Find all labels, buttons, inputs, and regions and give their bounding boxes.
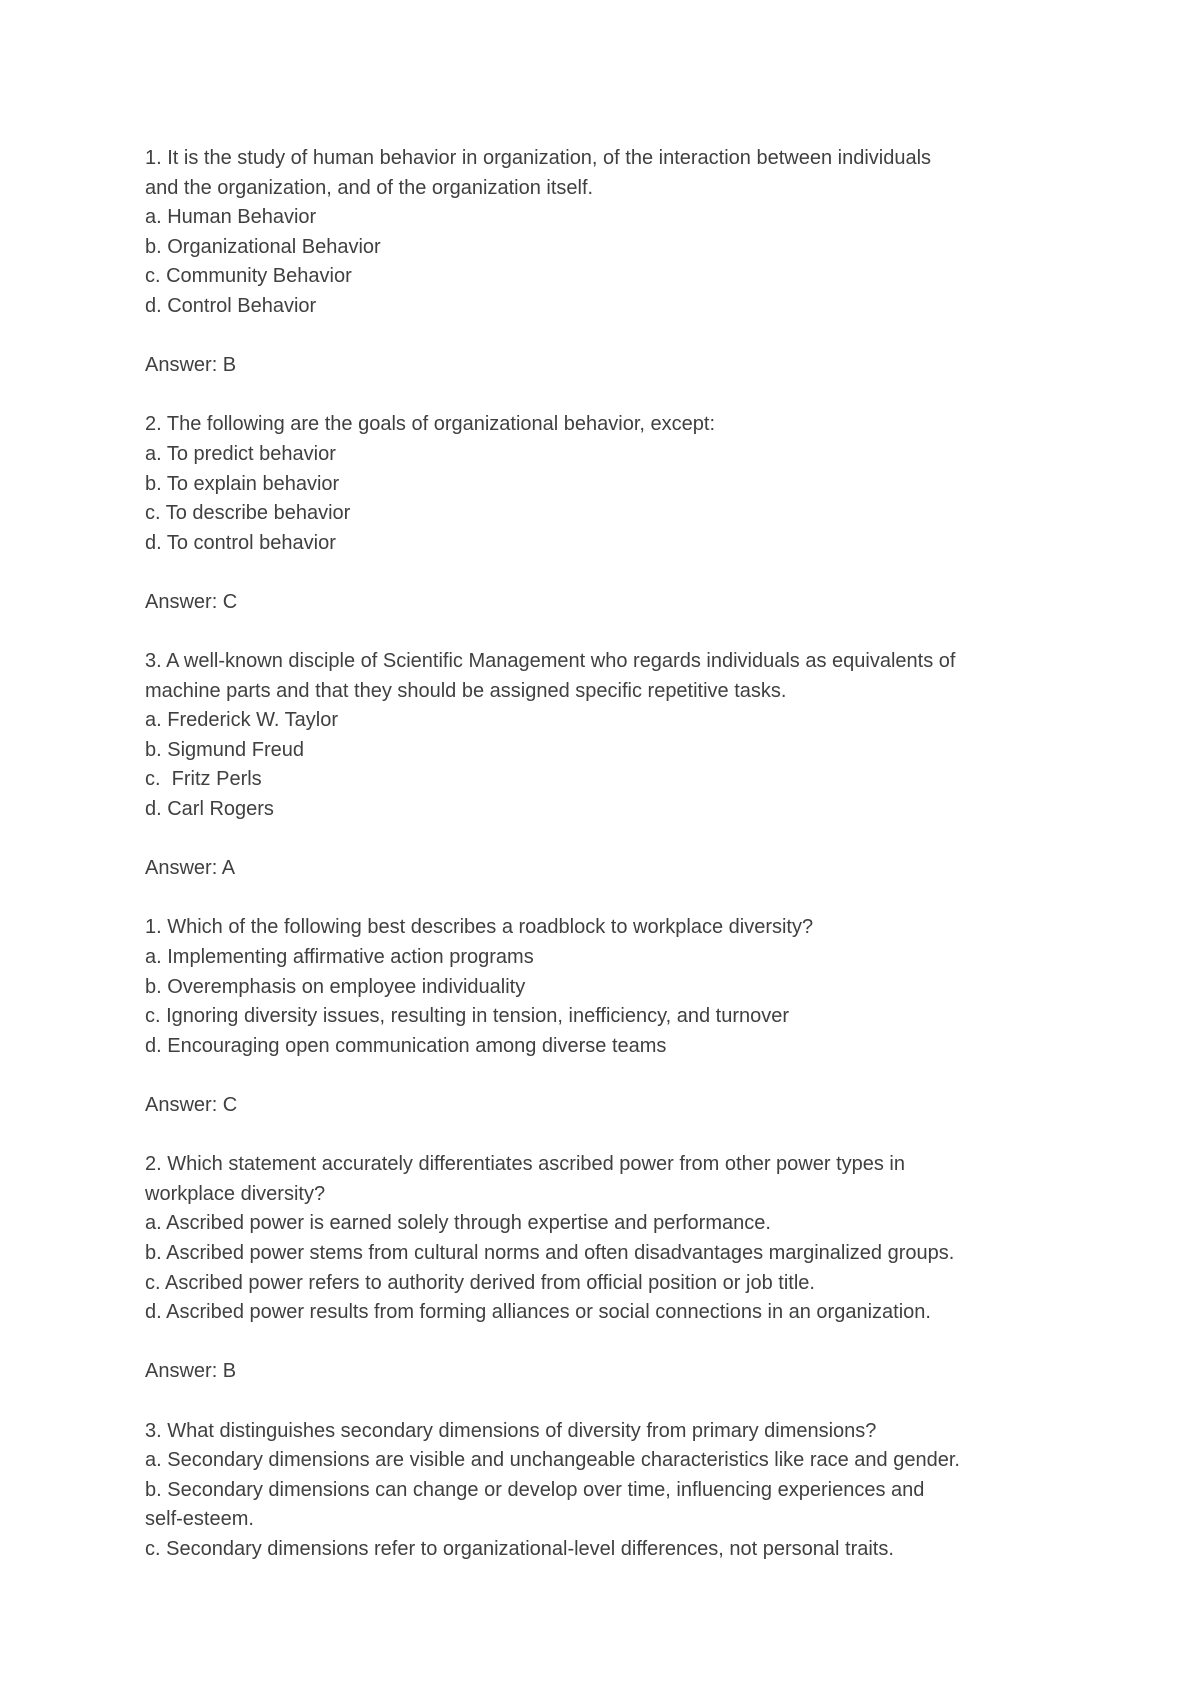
question-text: 3. What distinguishes secondary dimensions of diversity from primary dimensions?: [145, 1419, 877, 1442]
answer-option: a. Implementing affirmative action programs: [145, 946, 534, 969]
answer-option: d. To control behavior: [145, 531, 336, 554]
answer-option: b. Organizational Behavior: [145, 235, 381, 258]
answer-option: d. Control Behavior: [145, 294, 317, 317]
answer-option: c. Ascribed power refers to authority derived from official position or job title.: [145, 1271, 815, 1294]
question-block: [145, 647, 1085, 825]
document-page: [145, 144, 1085, 1594]
answer-key: [145, 351, 1085, 381]
answer-text: Answer: B: [145, 354, 237, 377]
question-block: [145, 144, 1085, 322]
answer-text: Answer: B: [145, 1360, 237, 1383]
answer-key: [145, 1091, 1085, 1121]
answer-option: c. Fritz Perls: [145, 768, 262, 791]
question-block: [145, 1150, 1085, 1328]
question-text: workplace diversity?: [145, 1182, 326, 1205]
answer-option: a. Human Behavior: [145, 206, 317, 229]
answer-option: c. Ignoring diversity issues, resulting in tension, inefficiency, and turnover: [145, 1005, 790, 1028]
answer-key: [145, 588, 1085, 618]
answer-option: b. Ascribed power stems from cultural norms and often disadvantages marginalized groups.: [145, 1241, 955, 1264]
question-block: [145, 1417, 1085, 1565]
answer-key: [145, 854, 1085, 884]
question-text: 3. A well-known disciple of Scientific Management who regards individuals as equivalents of: [145, 650, 956, 673]
question-text: 1. Which of the following best describes a roadblock to workplace diversity?: [145, 916, 814, 939]
answer-option: c. Secondary dimensions refer to organizational-level differences, not personal traits.: [145, 1537, 894, 1560]
question-block: [145, 913, 1085, 1061]
answer-option: b. Sigmund Freud: [145, 738, 304, 761]
question-text: 2. Which statement accurately differentiates ascribed power from other power types in: [145, 1153, 905, 1176]
answer-key: [145, 1357, 1085, 1387]
answer-option: c. To describe behavior: [145, 502, 351, 525]
question-block: [145, 410, 1085, 558]
answer-option: d. Encouraging open communication among diverse teams: [145, 1034, 667, 1057]
answer-option: b. Overemphasis on employee individuality: [145, 975, 526, 998]
answer-text: Answer: C: [145, 1094, 238, 1116]
answer-option: d. Carl Rogers: [145, 798, 274, 821]
question-text: and the organization, and of the organization itself.: [145, 176, 594, 199]
answer-option: b. To explain behavior: [145, 472, 340, 495]
answer-option: b. Secondary dimensions can change or develop over time, influencing experiences and: [145, 1478, 925, 1501]
answer-option: c. Community Behavior: [145, 265, 352, 288]
answer-option: a. Secondary dimensions are visible and unchangeable characteristics like race and gender.: [145, 1449, 960, 1472]
answer-option: d. Ascribed power results from forming alliances or social connections in an organization.: [145, 1301, 931, 1324]
answer-option: a. Ascribed power is earned solely through expertise and performance.: [145, 1212, 771, 1235]
answer-text: Answer: A: [145, 857, 236, 880]
answer-option: self-esteem.: [145, 1508, 254, 1531]
answer-option: a. To predict behavior: [145, 442, 336, 465]
answer-text: Answer: C: [145, 590, 238, 613]
question-text: 2. The following are the goals of organizational behavior, except:: [145, 413, 715, 436]
question-text: machine parts and that they should be assigned specific repetitive tasks.: [145, 679, 787, 702]
answer-option: a. Frederick W. Taylor: [145, 709, 339, 732]
question-text: 1. It is the study of human behavior in organization, of the interaction between individuals: [145, 147, 932, 169]
